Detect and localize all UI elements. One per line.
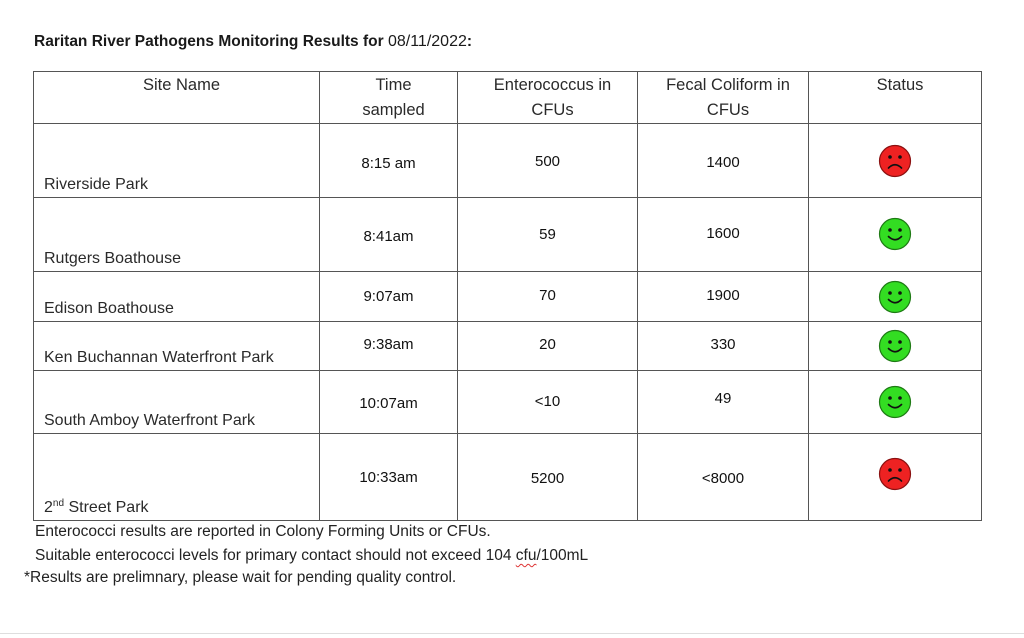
fecal-value: 1900 bbox=[706, 287, 740, 304]
time-cell bbox=[320, 322, 458, 371]
table-row bbox=[34, 322, 982, 371]
site-name: Rutgers Boathouse bbox=[44, 250, 181, 267]
time-cell bbox=[320, 124, 458, 198]
table-row bbox=[34, 124, 982, 198]
status-cell bbox=[809, 198, 982, 272]
table-row bbox=[34, 434, 982, 521]
enterococcus-value: 20 bbox=[539, 336, 556, 353]
site-name: Ken Buchannan Waterfront Park bbox=[44, 349, 274, 366]
site-cell bbox=[34, 322, 320, 371]
time-value: 10:07am bbox=[359, 395, 418, 412]
enterococcus-value: 70 bbox=[539, 287, 556, 304]
enterococcus-value: 59 bbox=[539, 226, 556, 243]
time-cell bbox=[320, 371, 458, 434]
fecal-cell bbox=[638, 322, 809, 371]
status-cell bbox=[809, 124, 982, 198]
note-cfu-explanation: Enterococci results are reported in Colony Forming Units or CFUs. bbox=[35, 523, 491, 540]
status-cell bbox=[809, 434, 982, 521]
enterococcus-value: <10 bbox=[534, 393, 561, 410]
happy-face-icon bbox=[878, 217, 912, 251]
table-row bbox=[34, 371, 982, 434]
status-cell bbox=[809, 371, 982, 434]
note-contact-limit: Suitable enterococci levels for primary contact should not exceed 104 cfu/100mL bbox=[35, 547, 589, 564]
fecal-cell bbox=[638, 371, 809, 434]
time-value: 8:15 am bbox=[361, 155, 416, 172]
fecal-cell bbox=[638, 198, 809, 272]
fecal-cell bbox=[638, 124, 809, 198]
status-cell bbox=[809, 272, 982, 322]
header-site-name: Site Name bbox=[34, 72, 320, 124]
status-cell bbox=[809, 322, 982, 371]
fecal-value: 1400 bbox=[706, 154, 740, 171]
site-name: 2nd Street Park bbox=[44, 498, 149, 516]
site-cell bbox=[34, 371, 320, 434]
site-cell bbox=[34, 124, 320, 198]
enterococcus-cell bbox=[458, 124, 638, 198]
spellcheck-underline: cfu bbox=[515, 547, 537, 564]
sad-face-icon bbox=[878, 144, 912, 178]
table-row bbox=[34, 198, 982, 272]
report-title bbox=[34, 33, 472, 51]
happy-face-icon bbox=[878, 329, 912, 363]
header-enterococcus: Enterococcus in CFUs bbox=[458, 72, 638, 124]
time-cell bbox=[320, 198, 458, 272]
enterococcus-cell bbox=[458, 371, 638, 434]
enterococcus-cell bbox=[458, 272, 638, 322]
enterococcus-cell bbox=[458, 322, 638, 371]
time-value: 9:07am bbox=[363, 288, 414, 305]
time-cell bbox=[320, 434, 458, 521]
header-status: Status bbox=[809, 72, 982, 124]
header-fecal-coliform: Fecal Coliform in CFUs bbox=[638, 72, 809, 124]
table-row bbox=[34, 272, 982, 322]
site-name: South Amboy Waterfront Park bbox=[44, 412, 256, 429]
happy-face-icon bbox=[878, 280, 912, 314]
happy-face-icon bbox=[878, 385, 912, 419]
fecal-cell bbox=[638, 272, 809, 322]
enterococcus-cell bbox=[458, 434, 638, 521]
fecal-value: 1600 bbox=[706, 225, 740, 242]
header-time-sampled: Time sampled bbox=[320, 72, 458, 124]
site-cell bbox=[34, 272, 320, 322]
report-title-colon: : bbox=[466, 33, 473, 50]
time-value: 9:38am bbox=[363, 336, 414, 353]
results-table bbox=[33, 71, 982, 521]
site-cell bbox=[34, 198, 320, 272]
fecal-value: 330 bbox=[710, 336, 736, 353]
enterococcus-cell bbox=[458, 198, 638, 272]
time-cell bbox=[320, 272, 458, 322]
table-header-row bbox=[34, 72, 982, 124]
enterococcus-value: 500 bbox=[534, 153, 561, 170]
divider bbox=[0, 633, 1024, 634]
report-date: 08/11/2022 bbox=[387, 33, 467, 50]
fecal-value: <8000 bbox=[701, 470, 745, 487]
site-cell bbox=[34, 434, 320, 521]
site-name: Edison Boathouse bbox=[44, 300, 174, 317]
time-value: 8:41am bbox=[363, 228, 414, 245]
site-name: Riverside Park bbox=[44, 176, 149, 193]
time-value: 10:33am bbox=[359, 469, 418, 486]
enterococcus-value: 5200 bbox=[530, 470, 565, 487]
note-preliminary: *Results are prelimnary, please wait for pending quality control. bbox=[24, 569, 457, 586]
fecal-cell bbox=[638, 434, 809, 521]
sad-face-icon bbox=[878, 457, 912, 491]
fecal-value: 49 bbox=[714, 390, 732, 407]
report-title-label: Raritan River Pathogens Monitoring Results for bbox=[34, 33, 384, 50]
